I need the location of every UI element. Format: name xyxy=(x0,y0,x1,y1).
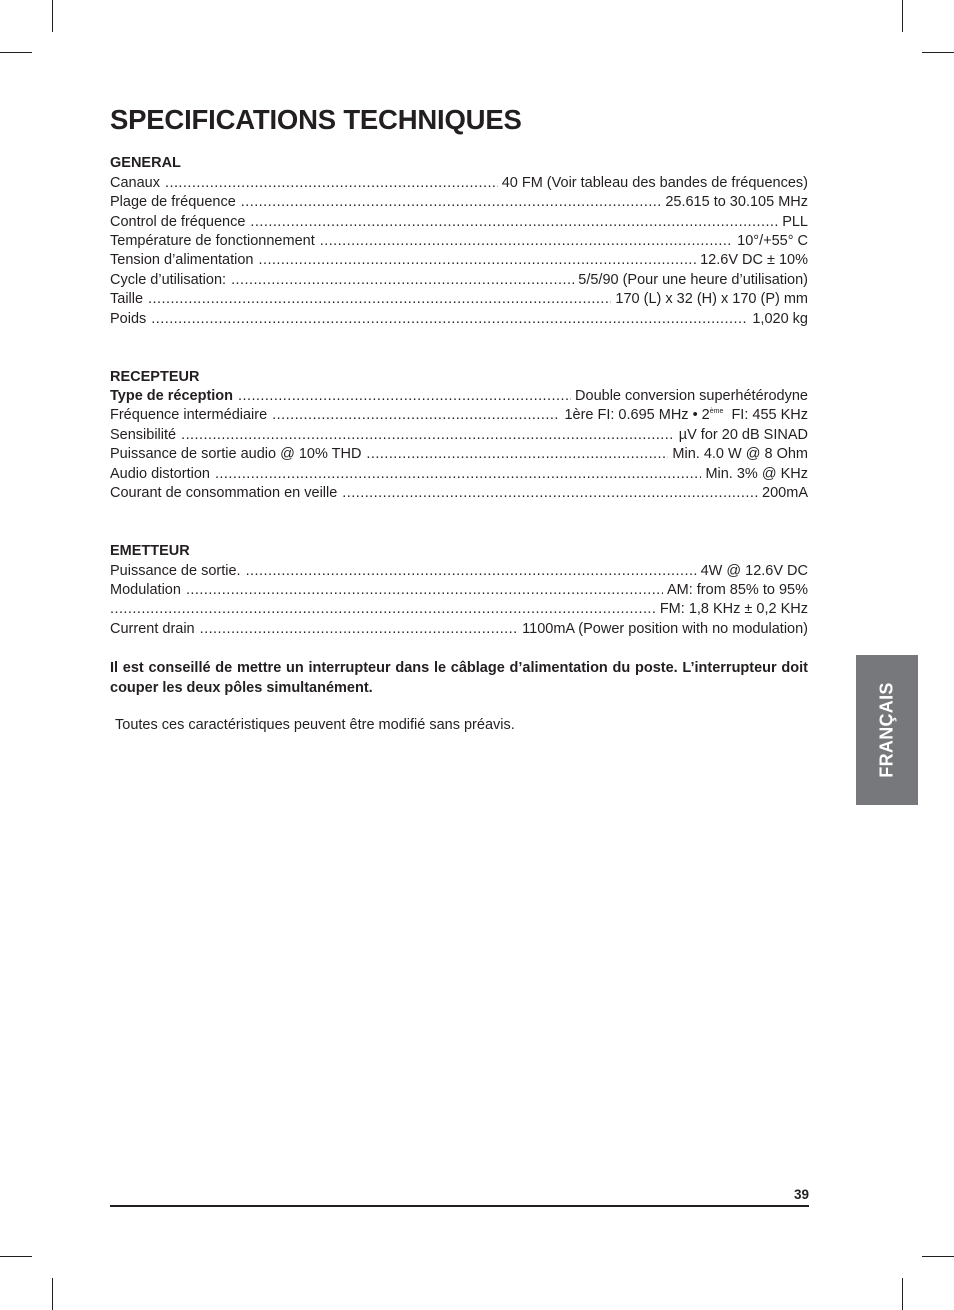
spec-value-first-if: 1ère FI: 0.695 MHz • 2 xyxy=(564,407,710,423)
spec-value: µV for 20 dB SINAD xyxy=(678,427,808,443)
spec-row-type-reception xyxy=(110,387,808,406)
specifications-disclaimer: Toutes ces caractéristiques peuvent être modifié sans préavis. xyxy=(115,717,515,733)
spec-label: Puissance de sortie. xyxy=(110,563,241,579)
spec-label: Fréquence intermédiaire xyxy=(110,407,268,423)
spec-value: 170 (L) x 32 (H) x 170 (P) mm xyxy=(615,291,808,307)
spec-row-modulation xyxy=(110,581,808,600)
dot-leader xyxy=(238,387,571,406)
spec-label: Type de réception xyxy=(110,388,234,404)
spec-label: Current drain xyxy=(110,621,195,637)
spec-label: Poids xyxy=(110,311,147,327)
dot-leader xyxy=(320,232,733,251)
language-tab-label: FRANÇAIS xyxy=(876,682,897,778)
dot-leader xyxy=(215,465,701,484)
dot-leader xyxy=(250,213,778,232)
crop-mark xyxy=(0,52,32,53)
spec-label: Audio distortion xyxy=(110,466,210,482)
spec-value: 10°/+55° C xyxy=(737,233,808,249)
spec-row-current-drain xyxy=(110,620,808,639)
spec-value: 5/5/90 (Pour une heure d’utilisation) xyxy=(578,272,808,288)
spec-label: Puissance de sortie audio @ 10% THD xyxy=(110,446,362,462)
spec-value: 1100mA (Power position with no modulation) xyxy=(522,621,808,637)
spec-value: 1,020 kg xyxy=(752,311,808,327)
spec-row-canaux xyxy=(110,174,808,193)
dot-leader xyxy=(258,251,696,270)
section-heading-emetteur: EMETTEUR xyxy=(110,543,190,559)
dot-leader xyxy=(241,193,662,212)
page-title: SPECIFICATIONS TECHNIQUES xyxy=(110,104,522,135)
spec-value: FM: 1,8 KHz ± 0,2 KHz xyxy=(659,601,808,617)
spec-row-cycle xyxy=(110,271,808,290)
spec-value xyxy=(560,406,808,425)
crop-mark xyxy=(0,1256,32,1257)
spec-row-modulation-fm xyxy=(110,600,808,619)
spec-label: Sensibilité xyxy=(110,427,177,443)
spec-label: Canaux xyxy=(110,175,160,191)
spec-value: PLL xyxy=(782,214,808,230)
crop-mark xyxy=(922,52,954,53)
crop-mark xyxy=(902,1278,903,1310)
spec-value: 40 FM (Voir tableau des bandes de fréquences) xyxy=(501,175,808,191)
spec-row-plage-frequence xyxy=(110,193,808,212)
dot-leader xyxy=(342,484,758,503)
spec-label: Modulation xyxy=(110,582,181,598)
spec-label: Courant de consommation en veille xyxy=(110,485,338,501)
power-switch-note: Il est conseillé de mettre un interrupteur dans le câblage d’alimentation du poste. L’interrupteur doit couper les deux pôles simultanément. xyxy=(110,660,808,696)
dot-leader xyxy=(186,581,663,600)
spec-row-control-frequence xyxy=(110,213,808,232)
dot-leader xyxy=(246,562,697,581)
spec-row-tension xyxy=(110,251,808,270)
spec-label: Cycle d’utilisation: xyxy=(110,272,227,288)
spec-row-sensibilite xyxy=(110,426,808,445)
dot-leader xyxy=(231,271,574,290)
spec-value: Min. 3% @ KHz xyxy=(705,466,808,482)
dot-leader xyxy=(200,620,519,639)
spec-label: Control de fréquence xyxy=(110,214,246,230)
spec-row-courant-veille xyxy=(110,484,808,503)
spec-label: Plage de fréquence xyxy=(110,194,236,210)
crop-mark xyxy=(902,0,903,32)
dot-leader xyxy=(366,445,668,464)
page-number: 39 xyxy=(793,1187,809,1202)
spec-row-temperature xyxy=(110,232,808,251)
dot-leader xyxy=(181,426,675,445)
spec-row-frequence-intermediaire xyxy=(110,406,808,425)
spec-row-audio-distortion xyxy=(110,465,808,484)
dot-leader xyxy=(151,310,748,329)
language-tab xyxy=(856,655,918,805)
spec-row-taille xyxy=(110,290,808,309)
dot-leader xyxy=(110,600,656,619)
spec-row-puissance-sortie xyxy=(110,562,808,581)
section-heading-general: GENERAL xyxy=(110,155,181,171)
dot-leader xyxy=(148,290,611,309)
footer-rule xyxy=(110,1205,809,1207)
spec-value: 12.6V DC ± 10% xyxy=(700,252,808,268)
spec-value: Double conversion superhétérodyne xyxy=(575,388,808,404)
spec-value: AM: from 85% to 95% xyxy=(666,582,808,598)
spec-value: 25.615 to 30.105 MHz xyxy=(665,194,808,210)
spec-label: Taille xyxy=(110,291,144,307)
spec-value: Min. 4.0 W @ 8 Ohm xyxy=(672,446,808,462)
ordinal-superscript: ème xyxy=(709,408,724,415)
spec-value-second-if: FI: 455 KHz xyxy=(731,407,808,423)
spec-row-puissance-audio xyxy=(110,445,808,464)
dot-leader xyxy=(165,174,498,193)
spec-value: 200mA xyxy=(762,485,808,501)
section-heading-recepteur: RECEPTEUR xyxy=(110,369,200,385)
spec-value: 4W @ 12.6V DC xyxy=(700,563,808,579)
crop-mark xyxy=(52,1278,53,1310)
crop-mark xyxy=(922,1256,954,1257)
spec-label: Tension d’alimentation xyxy=(110,252,254,268)
spec-row-poids xyxy=(110,310,808,329)
spec-label: Température de fonctionnement xyxy=(110,233,315,249)
dot-leader xyxy=(272,406,560,425)
crop-mark xyxy=(52,0,53,32)
